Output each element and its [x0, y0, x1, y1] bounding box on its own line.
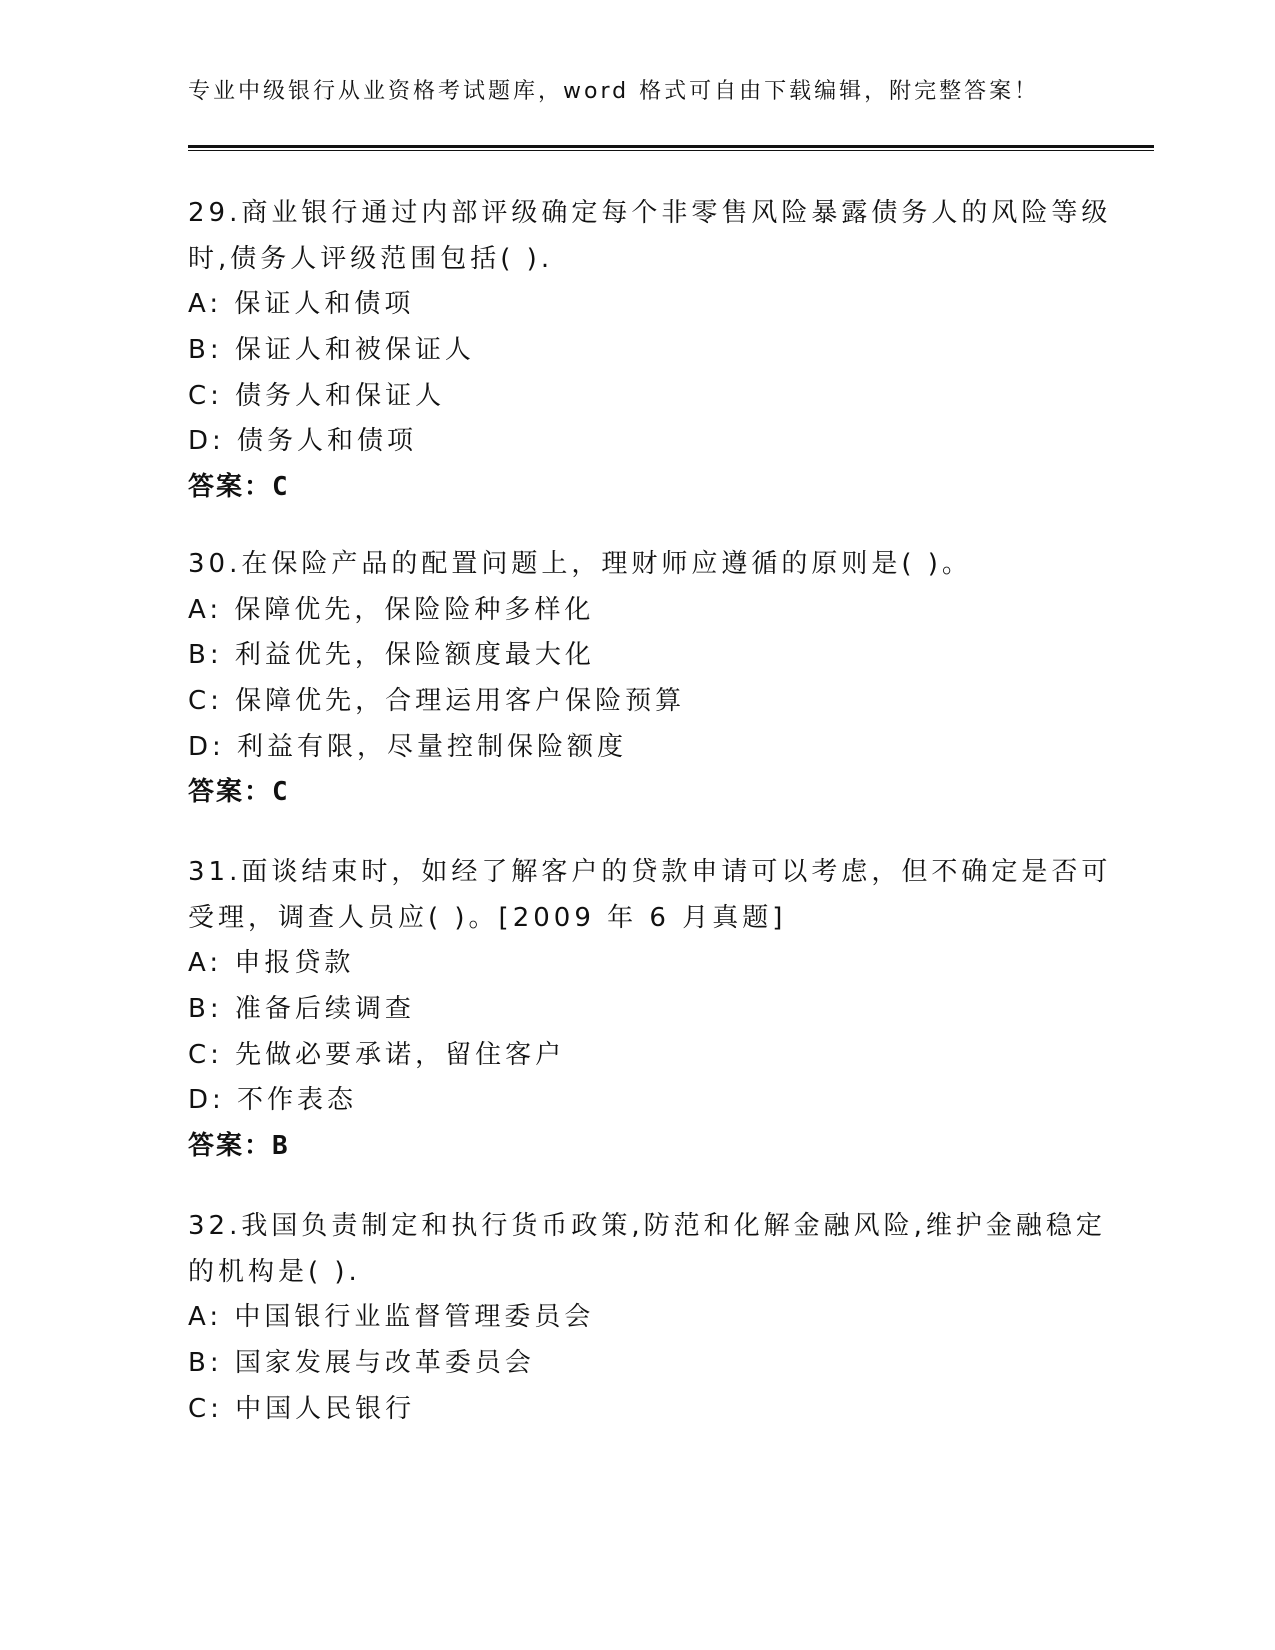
question-stem-line: 32.我国负责制定和执行货币政策,防范和化解金融风险,维护金融稳定 [188, 1211, 1106, 1241]
option-c: C: 先做必要承诺，留住客户 [188, 1039, 566, 1070]
question-stem-line: 31.面谈结束时，如经了解客户的贷款申请可以考虑，但不确定是否可 [188, 857, 1112, 887]
question-stem-line: 受理，调查人员应( )。[2009 年 6 月真题] [188, 902, 787, 933]
question-stem-line: 30.在保险产品的配置问题上，理财师应遵循的原则是( )。 [188, 549, 972, 579]
option-a: A: 中国银行业监督管理委员会 [188, 1302, 595, 1333]
option-b: B: 保证人和被保证人 [188, 335, 475, 366]
answer-label: 答案： [188, 777, 273, 808]
answer-value: C [272, 777, 290, 808]
option-a: A: 申报贷款 [188, 948, 355, 979]
option-a: A: 保证人和债项 [188, 289, 415, 320]
option-b: B: 准备后续调查 [188, 994, 415, 1025]
question-stem-line: 的机构是( ). [188, 1256, 361, 1287]
option-d: D: 利益有限，尽量控制保险额度 [188, 731, 628, 762]
answer-value: C [272, 472, 290, 503]
option-c: C: 保障优先，合理运用客户保险预算 [188, 686, 686, 717]
question-stem-line: 29.商业银行通过内部评级确定每个非零售风险暴露债务人的风险等级 [188, 198, 1112, 228]
question-32 [188, 1204, 1106, 1432]
answer [188, 770, 1088, 816]
question-30 [188, 542, 1088, 816]
question-31 [188, 850, 1112, 1170]
option-a: A: 保障优先，保险险种多样化 [188, 594, 595, 625]
question-29 [188, 191, 1112, 511]
option-b: B: 利益优先，保险额度最大化 [188, 640, 595, 671]
answer [188, 1124, 1088, 1170]
page-header: 专业中级银行从业资格考试题库，word 格式可自由下载编辑，附完整答案！ [188, 79, 1040, 104]
answer-value: B [272, 1131, 290, 1162]
option-d: D: 债务人和债项 [188, 426, 418, 457]
answer-label: 答案： [188, 1131, 273, 1162]
answer-label: 答案： [188, 472, 273, 503]
option-c: C: 债务人和保证人 [188, 380, 446, 411]
option-d: D: 不作表态 [188, 1085, 358, 1116]
option-c: C: 中国人民银行 [188, 1393, 416, 1424]
header-divider [188, 145, 1154, 151]
question-stem-line: 时,债务人评级范围包括( ). [188, 243, 554, 274]
answer [188, 465, 1088, 511]
option-b: B: 国家发展与改革委员会 [188, 1348, 535, 1379]
